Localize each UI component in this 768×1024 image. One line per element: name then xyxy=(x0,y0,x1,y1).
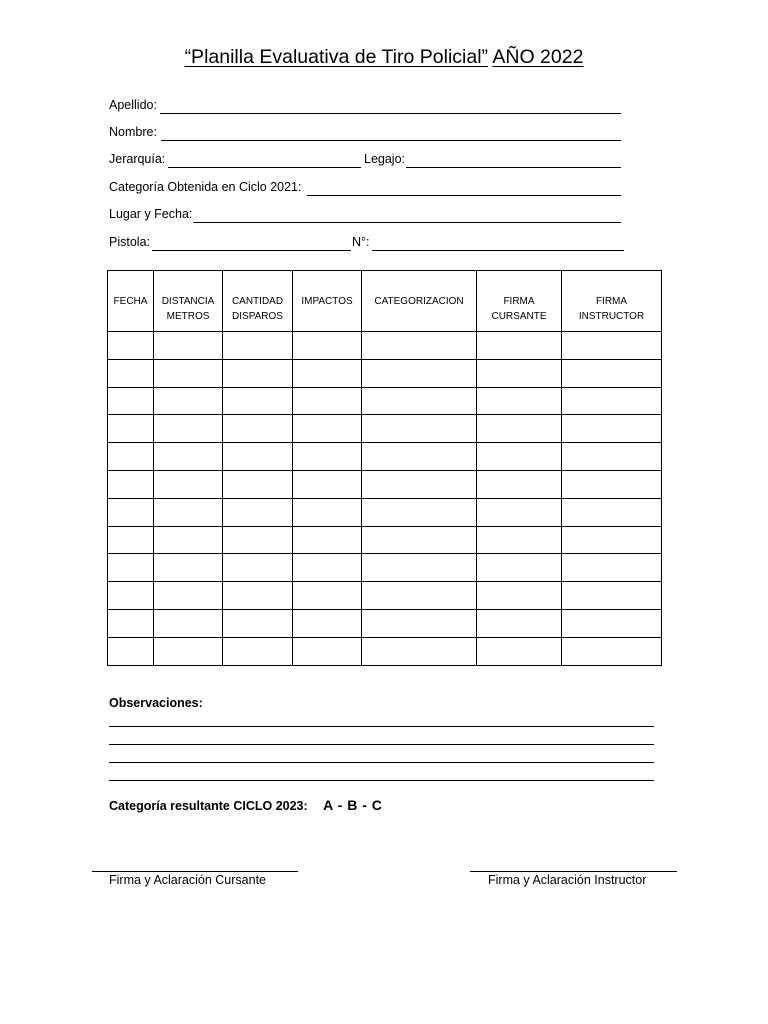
table-cell[interactable] xyxy=(362,470,477,498)
table-cell[interactable] xyxy=(362,582,477,610)
table-cell[interactable] xyxy=(154,498,223,526)
table-cell[interactable] xyxy=(293,609,362,637)
table-cell[interactable] xyxy=(223,609,293,637)
table-cell[interactable] xyxy=(154,387,223,415)
table-cell[interactable] xyxy=(223,554,293,582)
nombre-line xyxy=(161,140,621,141)
legajo-line xyxy=(406,167,621,168)
legajo-field[interactable] xyxy=(364,150,621,168)
table-cell[interactable] xyxy=(108,387,154,415)
nombre-label: Nombre: xyxy=(109,125,157,139)
table-cell[interactable] xyxy=(293,359,362,387)
table-cell[interactable] xyxy=(223,637,293,665)
table-cell[interactable] xyxy=(362,554,477,582)
column-header-cantidad: CANTIDAD DISPAROS xyxy=(223,271,293,332)
table-row xyxy=(108,415,662,443)
apellido-field[interactable] xyxy=(109,96,621,114)
table-cell[interactable] xyxy=(223,415,293,443)
table-cell[interactable] xyxy=(477,332,562,360)
table-cell[interactable] xyxy=(362,359,477,387)
nombre-field[interactable] xyxy=(109,123,621,141)
column-header-firma-cursante: FIRMA CURSANTE xyxy=(477,271,562,332)
apellido-line xyxy=(160,113,621,114)
column-header-distancia: DISTANCIA METROS xyxy=(154,271,223,332)
apellido-label: Apellido: xyxy=(109,98,157,112)
table-cell[interactable] xyxy=(362,609,477,637)
categoria-resultante-label: Categoría resultante CICLO 2023: xyxy=(109,799,308,813)
table-cell[interactable] xyxy=(562,582,662,610)
table-cell[interactable] xyxy=(562,470,662,498)
table-cell[interactable] xyxy=(108,554,154,582)
table-cell[interactable] xyxy=(293,637,362,665)
jerarquia-line xyxy=(168,167,361,168)
table-cell[interactable] xyxy=(154,332,223,360)
table-cell[interactable] xyxy=(108,332,154,360)
table-cell[interactable] xyxy=(477,359,562,387)
table-cell[interactable] xyxy=(223,387,293,415)
table-cell[interactable] xyxy=(223,359,293,387)
table-cell[interactable] xyxy=(154,415,223,443)
table-cell[interactable] xyxy=(293,443,362,471)
pistola-label: Pistola: xyxy=(109,235,150,249)
table-cell[interactable] xyxy=(293,554,362,582)
table-cell[interactable] xyxy=(362,387,477,415)
lugar-fecha-field[interactable] xyxy=(109,205,621,223)
table-cell[interactable] xyxy=(362,637,477,665)
table-body xyxy=(108,332,662,666)
observaciones-line[interactable] xyxy=(109,726,654,727)
table-row xyxy=(108,332,662,360)
column-header-categorizacion: CATEGORIZACION xyxy=(362,271,477,332)
table-row xyxy=(108,470,662,498)
table-cell[interactable] xyxy=(562,443,662,471)
registro-table xyxy=(107,270,662,666)
table-cell[interactable] xyxy=(562,498,662,526)
table-row xyxy=(108,498,662,526)
title-year: AÑO 2022 xyxy=(492,46,584,68)
table-cell[interactable] xyxy=(562,387,662,415)
observaciones-line[interactable] xyxy=(109,744,654,745)
table-cell[interactable] xyxy=(108,582,154,610)
table-cell[interactable] xyxy=(477,609,562,637)
table-cell[interactable] xyxy=(477,554,562,582)
firma-cursante-label: Firma y Aclaración Cursante xyxy=(109,873,267,887)
lugar-fecha-label: Lugar y Fecha: xyxy=(109,207,193,221)
firma-cursante-line[interactable] xyxy=(92,871,298,872)
table-row xyxy=(108,637,662,665)
numero-field[interactable] xyxy=(352,233,624,251)
table-cell[interactable] xyxy=(108,526,154,554)
pistola-field[interactable] xyxy=(109,233,351,251)
table-cell[interactable] xyxy=(362,498,477,526)
table-cell[interactable] xyxy=(108,498,154,526)
table-cell[interactable] xyxy=(223,526,293,554)
categoria-obtenida-line xyxy=(307,195,621,196)
jerarquia-field[interactable] xyxy=(109,150,361,168)
table-cell[interactable] xyxy=(562,359,662,387)
title-quoted: “Planilla Evaluativa de Tiro Policial” xyxy=(184,46,489,68)
table-cell[interactable] xyxy=(154,554,223,582)
table-cell[interactable] xyxy=(154,443,223,471)
column-header-fecha: FECHA xyxy=(108,271,154,332)
table-cell[interactable] xyxy=(562,637,662,665)
table-cell[interactable] xyxy=(562,526,662,554)
table-cell[interactable] xyxy=(293,415,362,443)
table-cell[interactable] xyxy=(223,332,293,360)
table-cell[interactable] xyxy=(477,387,562,415)
table-cell[interactable] xyxy=(293,498,362,526)
numero-label: N°: xyxy=(352,235,370,249)
categoria-options[interactable]: A - B - C xyxy=(323,797,383,813)
document-title xyxy=(0,43,768,71)
table-cell[interactable] xyxy=(477,526,562,554)
table-cell[interactable] xyxy=(154,470,223,498)
table-cell[interactable] xyxy=(477,415,562,443)
column-header-impactos: IMPACTOS xyxy=(293,271,362,332)
table-cell[interactable] xyxy=(562,554,662,582)
table-cell[interactable] xyxy=(477,582,562,610)
table-cell[interactable] xyxy=(362,526,477,554)
table-cell[interactable] xyxy=(108,443,154,471)
lugar-fecha-line xyxy=(193,222,621,223)
table-cell[interactable] xyxy=(293,526,362,554)
table-cell[interactable] xyxy=(154,637,223,665)
table-row xyxy=(108,582,662,610)
table-cell[interactable] xyxy=(477,637,562,665)
table-cell[interactable] xyxy=(477,443,562,471)
pistola-line xyxy=(152,250,351,251)
observaciones-label: Observaciones: xyxy=(109,696,203,710)
table-cell[interactable] xyxy=(154,359,223,387)
table-cell[interactable] xyxy=(223,582,293,610)
table-cell[interactable] xyxy=(477,470,562,498)
table-row xyxy=(108,359,662,387)
table-cell[interactable] xyxy=(362,332,477,360)
table-cell[interactable] xyxy=(108,637,154,665)
observaciones-line[interactable] xyxy=(109,780,654,781)
table-cell[interactable] xyxy=(223,443,293,471)
table-cell[interactable] xyxy=(562,609,662,637)
table-cell[interactable] xyxy=(477,498,562,526)
table-cell[interactable] xyxy=(562,415,662,443)
table-cell[interactable] xyxy=(362,443,477,471)
table-cell[interactable] xyxy=(223,498,293,526)
observaciones-line[interactable] xyxy=(109,762,654,763)
table-row xyxy=(108,443,662,471)
table-cell[interactable] xyxy=(154,526,223,554)
table-row xyxy=(108,387,662,415)
table-cell[interactable] xyxy=(154,582,223,610)
table-cell[interactable] xyxy=(293,582,362,610)
table-header-row xyxy=(108,271,662,332)
firma-instructor-line[interactable] xyxy=(470,871,677,872)
table-cell[interactable] xyxy=(108,609,154,637)
table-cell[interactable] xyxy=(108,470,154,498)
table-cell[interactable] xyxy=(293,470,362,498)
table-cell[interactable] xyxy=(223,470,293,498)
table-row xyxy=(108,526,662,554)
table-cell[interactable] xyxy=(362,415,477,443)
numero-line xyxy=(372,250,624,251)
firma-instructor-label: Firma y Aclaración Instructor xyxy=(488,873,647,887)
jerarquia-label: Jerarquía: xyxy=(109,152,166,166)
legajo-label: Legajo: xyxy=(364,152,406,166)
categoria-obtenida-label: Categoría Obtenida en Ciclo 2021: xyxy=(109,180,302,194)
table-row xyxy=(108,554,662,582)
table-cell[interactable] xyxy=(154,609,223,637)
table-cell[interactable] xyxy=(293,387,362,415)
table-cell[interactable] xyxy=(293,332,362,360)
table-cell[interactable] xyxy=(562,332,662,360)
categoria-obtenida-field[interactable] xyxy=(109,178,621,196)
categoria-resultante xyxy=(109,797,382,813)
column-header-firma-instructor: FIRMA INSTRUCTOR xyxy=(562,271,662,332)
table-cell[interactable] xyxy=(108,359,154,387)
table-cell[interactable] xyxy=(108,415,154,443)
table-row xyxy=(108,609,662,637)
